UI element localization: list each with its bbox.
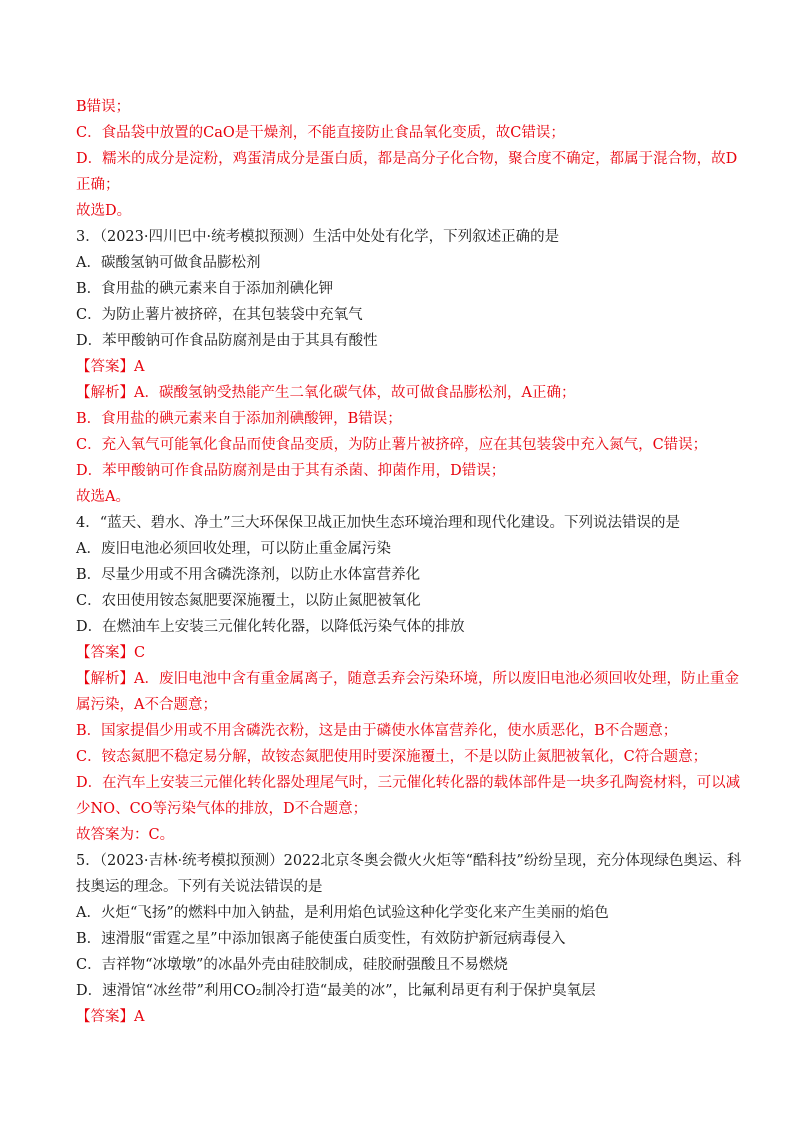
text-line: 故选D。 [76, 203, 132, 219]
option-c: C．为防止薯片被挤碎，在其包装袋中充氧气 [76, 307, 363, 323]
option-d: D．速滑馆“冰丝带”利用CO₂制冷打造“最美的冰”，比氟利昂更有利于保护臭氧层 [76, 983, 596, 999]
explanation-line: B．食用盐的碘元素来自于添加剂碘酸钾，B错误； [76, 411, 402, 427]
option-a: A．废旧电池必须回收处理，可以防止重金属污染 [76, 541, 391, 557]
option-b: B．速滑服“雷霆之星”中添加银离子能使蛋白质变性，有效防护新冠病毒侵入 [76, 931, 566, 947]
question-stem: 4．“蓝天、碧水、净土”三大环保保卫战正加快生态环境治理和现代化建设。下列说法错误的是 [76, 515, 681, 531]
explanation-line: 故答案为：C。 [76, 827, 175, 843]
question-stem: 3．（2023·四川巴中·统考模拟预测）生活中处处有化学，下列叙述正确的是 [76, 229, 560, 245]
option-a: A．碳酸氢钠可做食品膨松剂 [76, 255, 261, 271]
explanation-line: B．国家提倡少用或不用含磷洗衣粉，这是由于磷使水体富营养化，使水质恶化，B不合题意； [76, 723, 678, 739]
text-line: B错误； [76, 99, 131, 115]
text-line: D．糯米的成分是淀粉，鸡蛋清成分是蛋白质，都是高分子化合物，聚合度不确定，都属于混合物，故D [76, 151, 738, 167]
text-line: 正确； [76, 177, 120, 193]
option-b: B．尽量少用或不用含磷洗涤剂，以防止水体富营养化 [76, 567, 421, 583]
explanation-line: D．在汽车上安装三元催化转化器处理尾气时，三元催化转化器的载体部件是一块多孔陶瓷材料，可以减 [76, 775, 741, 791]
explanation-line: 【解析】A．碳酸氢钠受热能产生二氧化碳气体，故可做食品膨松剂，A正确； [76, 385, 576, 401]
explanation-line: 少NO、CO等污染气体的排放，D不合题意； [76, 801, 368, 817]
explanation-line: D．苯甲酸钠可作食品防腐剂是由于其有杀菌、抑菌作用，D错误； [76, 463, 506, 479]
explanation-line: 属污染，A不合题意； [76, 697, 217, 713]
question-stem: 5．（2023·吉林·统考模拟预测）2022北京冬奥会微火火炬等“酷科技”纷纷呈现，充分体现绿色奥运、科 [76, 853, 742, 869]
answer-label: 【答案】A [76, 359, 145, 375]
option-a: A．火炬“飞扬”的燃料中加入钠盐，是利用焰色试验这种化学变化来产生美丽的焰色 [76, 905, 609, 921]
option-d: D．在燃油车上安装三元催化转化器，以降低污染气体的排放 [76, 619, 465, 635]
answer-label: 【答案】A [76, 1009, 145, 1025]
option-b: B．食用盐的碘元素来自于添加剂碘化钾 [76, 281, 334, 297]
option-d: D．苯甲酸钠可作食品防腐剂是由于其具有酸性 [76, 333, 378, 349]
explanation-line: C．充入氧气可能氧化食品而使食品变质，为防止薯片被挤碎，应在其包装袋中充入氮气，C错误； [76, 437, 708, 453]
option-c: C．农田使用铵态氮肥要深施覆土，以防止氮肥被氧化 [76, 593, 421, 609]
option-c: C．吉祥物“冰墩墩”的冰晶外壳由硅胶制成，硅胶耐强酸且不易燃烧 [76, 957, 508, 973]
answer-label: 【答案】C [76, 645, 146, 661]
question-stem: 技奥运的理念。下列有关说法错误的是 [76, 879, 323, 895]
explanation-line: 【解析】A．废旧电池中含有重金属离子，随意丢弃会污染环境，所以废旧电池必须回收处理，防止重金 [76, 671, 739, 687]
text-line: C．食品袋中放置的CaO是干燥剂，不能直接防止食品氧化变质，故C错误； [76, 125, 565, 141]
explanation-line: 故选A。 [76, 489, 130, 505]
explanation-line: C．铵态氮肥不稳定易分解，故铵态氮肥使用时要深施覆土，不是以防止氮肥被氧化，C符合题意； [76, 749, 708, 765]
